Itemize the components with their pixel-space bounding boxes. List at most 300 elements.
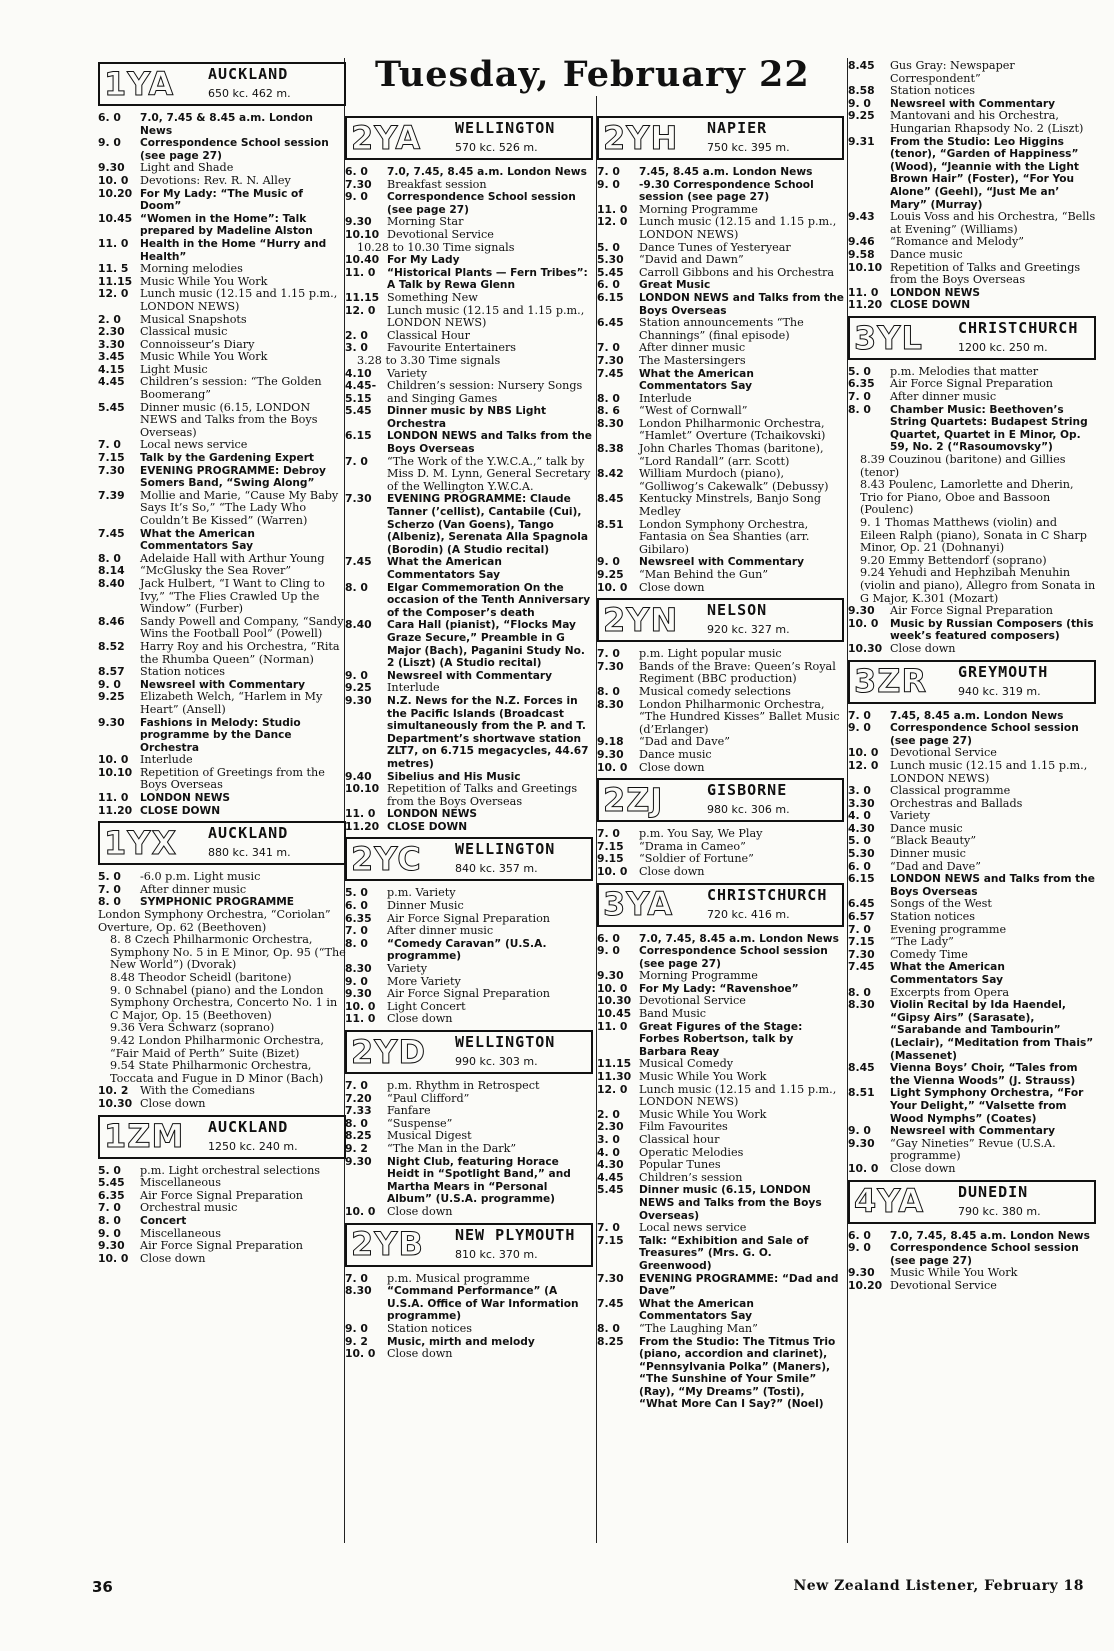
entry-time: 8.30 xyxy=(345,962,372,976)
programme-entry xyxy=(345,1336,593,1349)
entry-time: 10.40 xyxy=(345,253,380,267)
station-section xyxy=(848,316,1096,656)
entry-time: 5.45 xyxy=(597,1183,624,1197)
programme-entry xyxy=(345,242,593,255)
entry-time: 12. 0 xyxy=(98,287,129,301)
programme-entry xyxy=(98,213,346,238)
entry-time: 9.30 xyxy=(345,987,372,1001)
entry-time: 5. 0 xyxy=(98,1163,121,1177)
entry-time: 6.45 xyxy=(848,897,875,911)
entry-time: 7. 0 xyxy=(597,1221,620,1235)
entry-time: 11. 0 xyxy=(345,265,376,279)
entry-text: Correspondence School session (see page 27) xyxy=(639,945,828,970)
entry-text: Classical programme xyxy=(890,784,1011,798)
programme-entry xyxy=(98,1202,346,1215)
station-city: NAPIER xyxy=(707,119,768,137)
entry-time: 9.30 xyxy=(98,715,125,729)
entry-time: 8. 0 xyxy=(848,985,871,999)
station-callsign: 2YD xyxy=(351,1032,426,1071)
entry-text: Devotions: Rev. R. N. Alley xyxy=(140,173,291,187)
entry-time: 9.30 xyxy=(848,604,875,618)
programme-entry xyxy=(98,402,346,440)
entry-text: Close down xyxy=(890,1161,956,1175)
programme-entry xyxy=(848,618,1096,643)
entry-text: Great Music xyxy=(639,279,711,292)
programme-entry xyxy=(848,873,1096,898)
entry-time: 9.30 xyxy=(597,747,624,761)
entry-time: 7.30 xyxy=(345,177,372,191)
entry-time: 3. 0 xyxy=(597,1133,620,1146)
entry-text: “Command Performance” (A U.S.A. Office of War Information programme) xyxy=(387,1285,579,1323)
entry-text: Orchestras and Ballads xyxy=(890,796,1023,810)
entry-text: LONDON NEWS and Talks from the Boys Overseas xyxy=(387,430,592,456)
programme-entry xyxy=(597,1121,844,1134)
programme-entry xyxy=(345,191,593,216)
station-header xyxy=(345,116,593,160)
entry-text: Music While You Work xyxy=(890,1266,1018,1280)
entry-time: 4.45 xyxy=(98,375,125,389)
entry-time: 10. 0 xyxy=(597,981,628,995)
entry-text: “Dad and Dave” xyxy=(890,859,981,873)
programme-entry xyxy=(98,871,346,884)
programme-entry xyxy=(597,1184,844,1222)
entry-text: “Man Behind the Gun” xyxy=(639,568,769,581)
entry-text: 8.43 Poulenc, Lamorlette and Dherin, Trio for Piano, Oboe and Bassoon (Poulenc) xyxy=(860,478,1074,517)
entry-time: 8. 0 xyxy=(98,895,121,909)
entry-text: “Paul Clifford” xyxy=(387,1091,470,1105)
entry-time: 10. 0 xyxy=(345,1347,376,1361)
entry-text: Variety xyxy=(387,962,428,976)
entry-time: 11. 0 xyxy=(98,791,129,805)
entry-time: 10. 0 xyxy=(98,1251,129,1265)
entry-time: 7.45 xyxy=(597,366,624,380)
station-header xyxy=(597,883,844,927)
entry-text: Local news service xyxy=(140,438,248,452)
entry-text: Concert xyxy=(140,1214,187,1227)
programme-entry xyxy=(848,1280,1096,1293)
programme-entry xyxy=(597,519,844,557)
station-callsign: 1YX xyxy=(104,823,178,862)
programme-entry xyxy=(98,767,346,792)
entry-text: Dinner Music xyxy=(387,899,464,913)
entry-time: 3.45 xyxy=(98,350,125,364)
station-header xyxy=(597,598,844,642)
entry-text: Violin Recital by Ida Haendel, “Gipsy Airs” (Sarasate), “Sarabande and Tambourin” (Leclair), “Meditation from Thais” (Massenet) xyxy=(890,999,1094,1062)
entry-text: What the American Commentators Say xyxy=(890,961,1005,986)
entry-text: “Drama in Cameo” xyxy=(639,839,746,853)
station-header xyxy=(98,821,346,865)
programme-entry xyxy=(848,722,1096,747)
entry-text: More Variety xyxy=(387,974,461,988)
entry-text: Repetition of Talks and Greetings from the Boys Overseas xyxy=(387,782,578,808)
entry-text: Correspondence School session (see page 27) xyxy=(387,191,576,216)
entry-time: 7. 0 xyxy=(848,390,871,404)
entry-text: London Symphony Orchestra, Fantasia on Sea Shanties (arr. Gibilaro) xyxy=(639,517,810,556)
entry-text: Sandy Powell and Company, “Sandy Wins the Football Pool” (Powell) xyxy=(140,614,344,641)
programme-entry xyxy=(98,1165,346,1178)
programme-entry xyxy=(848,236,1096,249)
station-city: CHRISTCHURCH xyxy=(707,885,828,904)
entry-text: 9. 1 Thomas Matthews (violin) and Eileen Ralph (piano), Sonata in C Sharp Minor, Op. 21 (Dohnanyi) xyxy=(860,516,1087,555)
programme-entry xyxy=(597,292,844,317)
entry-time: 9. 0 xyxy=(597,177,620,191)
programme-entry xyxy=(848,110,1096,135)
entry-time: 10. 0 xyxy=(98,753,129,767)
programme-entry xyxy=(597,1134,844,1147)
entry-text: Classical music xyxy=(140,325,228,339)
programme-entry xyxy=(848,1230,1096,1243)
entry-text: Dinner music (6.15, LONDON NEWS and Talks from the Boys Overseas) xyxy=(639,1184,822,1222)
station-frequency: 810 kc. 370 m. xyxy=(455,1247,538,1261)
programme-entry xyxy=(848,287,1096,300)
entry-time: 9. 2 xyxy=(345,1334,368,1348)
entry-time: 11. 0 xyxy=(597,1019,628,1033)
programme-entry xyxy=(848,785,1096,798)
programme-entry xyxy=(345,1285,593,1323)
entry-time: 8.45 xyxy=(848,59,875,72)
programme-entry xyxy=(98,641,346,666)
programme-entry xyxy=(98,452,346,465)
station-section xyxy=(98,821,346,1110)
entry-time: 7. 0 xyxy=(345,1079,368,1092)
entry-text: 7.0, 7.45, 8.45 a.m. London News xyxy=(639,932,839,945)
entry-text: Musical Snapshots xyxy=(140,312,247,326)
entry-text: 3.28 to 3.30 Time signals xyxy=(357,353,501,367)
programme-entry xyxy=(98,1240,346,1253)
entry-time: 6. 0 xyxy=(848,1228,871,1242)
programme-entry xyxy=(848,249,1096,262)
entry-time: 8. 0 xyxy=(98,1213,121,1227)
entry-time: 8.42 xyxy=(597,467,624,481)
entry-text: “Suspense” xyxy=(387,1116,453,1130)
programme-entry xyxy=(597,317,844,342)
programme-entry xyxy=(345,619,593,669)
entry-time: 9. 0 xyxy=(98,677,121,691)
entry-time: 9. 0 xyxy=(98,136,121,150)
entry-text: Morning Star xyxy=(387,215,464,229)
entry-time: 7.45 xyxy=(345,555,372,569)
entry-text: LONDON NEWS xyxy=(890,286,981,299)
entry-text: Music While You Work xyxy=(639,1070,767,1084)
entry-time: 11.20 xyxy=(98,803,133,817)
station-frequency: 750 kc. 395 m. xyxy=(707,141,790,154)
programme-entry xyxy=(345,1105,593,1118)
entry-text: 8.39 Couzinou (baritone) and Gillies (tenor) xyxy=(860,453,1066,479)
station-header xyxy=(848,660,1096,704)
entry-text: LONDON NEWS xyxy=(140,792,231,805)
station-city: GISBORNE xyxy=(707,781,788,800)
entry-time: 9.30 xyxy=(345,215,372,229)
entry-text: William Murdoch (piano), “Golliwog’s Cakewalk” (Debussy) xyxy=(639,467,829,493)
entry-time: 12. 0 xyxy=(597,1082,628,1096)
entry-time: 7.33 xyxy=(345,1104,372,1118)
entry-text: Lunch music (12.15 and 1.15 p.m., LONDON NEWS) xyxy=(140,287,338,313)
entry-time: 5. 0 xyxy=(345,886,368,900)
entry-time: 6.15 xyxy=(848,872,875,886)
entry-text: 9. 0 Schnabel (piano) and the London Symphony Orchestra, Concerto No. 1 in C Major, Op. 15 (Beethoven) xyxy=(110,983,338,1022)
programme-entry xyxy=(98,528,346,553)
programme-entry xyxy=(848,760,1096,785)
entry-time: 9.58 xyxy=(848,247,875,261)
programme-entry xyxy=(597,1084,844,1109)
entry-text: Dance music xyxy=(639,747,712,761)
entry-time: 9. 0 xyxy=(597,555,620,569)
entry-text: p.m. Melodies that matter xyxy=(890,364,1039,378)
entry-time: 8. 0 xyxy=(597,684,620,698)
entry-text: Correspondence School session (see page 27) xyxy=(890,722,1079,747)
station-section xyxy=(848,60,1096,312)
column-4 xyxy=(848,60,1096,1292)
entry-time: 9.43 xyxy=(848,210,875,224)
entry-text: Breakfast session xyxy=(387,177,487,191)
entry-text: Light Symphony Orchestra, “For Your Delight,” “Valsette from Wood Nymphs” (Coates) xyxy=(890,1087,1084,1125)
entry-time: 9.30 xyxy=(98,161,125,175)
entry-time: 9.25 xyxy=(597,568,624,581)
entry-text: “McGlusky the Sea Rover” xyxy=(140,564,292,578)
column-2 xyxy=(345,112,593,1361)
entry-text: Variety xyxy=(387,366,428,380)
entry-time: 6.15 xyxy=(597,290,624,304)
programme-entry xyxy=(848,810,1096,823)
entry-text: Bands of the Brave: Queen’s Royal Regiment (BBC production) xyxy=(639,659,836,686)
programme-entry xyxy=(848,1138,1096,1163)
programme-entry xyxy=(98,137,346,162)
entry-text: Station notices xyxy=(387,1321,473,1335)
entry-text: Music by Russian Composers (this week’s featured composers) xyxy=(890,617,1094,643)
entry-text: Morning Programme xyxy=(639,202,758,216)
entry-text: After dinner music xyxy=(140,882,247,896)
entry-time: 8.25 xyxy=(597,1334,624,1348)
entry-text: Classical Hour xyxy=(387,328,470,342)
entry-time: 8. 0 xyxy=(597,391,620,405)
entry-text: Kentucky Minstrels, Banjo Song Medley xyxy=(639,492,822,519)
programme-entry xyxy=(98,884,346,897)
entry-time: 10.10 xyxy=(98,765,133,779)
programme-entry xyxy=(345,493,593,556)
station-frequency: 940 kc. 319 m. xyxy=(958,684,1041,698)
programme-entry xyxy=(597,179,844,204)
entry-text: Newsreel with Commentary xyxy=(890,1125,1055,1138)
programme-entry xyxy=(345,938,593,963)
entry-text: LONDON NEWS and Talks from the Boys Overseas xyxy=(890,873,1095,898)
programme-entry xyxy=(98,1085,346,1098)
station-city: NELSON xyxy=(707,601,768,620)
entry-time: 3.30 xyxy=(98,337,125,351)
entry-text: “Comedy Caravan” (U.S.A. programme) xyxy=(387,937,547,963)
programme-entry xyxy=(848,211,1096,236)
entry-text: “Gay Nineties” Revue (U.S.A. programme) xyxy=(890,1136,1056,1163)
entry-time: 6. 0 xyxy=(345,165,368,178)
programme-entry xyxy=(98,666,346,679)
programme-entry xyxy=(597,267,844,280)
entry-text: Close down xyxy=(890,641,956,655)
entry-text: Health in the Home “Hurry and Health” xyxy=(140,237,327,263)
entry-time: 7.15 xyxy=(597,839,624,853)
station-frequency: 650 kc. 462 m. xyxy=(208,87,291,100)
entry-text: Light and Shade xyxy=(140,161,234,175)
station-city: GREYMOUTH xyxy=(958,662,1049,681)
entry-text: Mollie and Marie, “Cause My Baby Says It’s So,” “The Lady Who Couldn’t Be Kissed” (Warren) xyxy=(140,488,339,527)
entry-time: 10. 0 xyxy=(597,580,628,594)
programme-entry xyxy=(98,972,346,985)
programme-entry xyxy=(848,1062,1096,1087)
entry-time: 11.20 xyxy=(345,819,380,833)
entry-time: 7. 0 xyxy=(597,165,620,178)
entry-text: Variety xyxy=(890,809,931,823)
entry-time: 10.45 xyxy=(98,211,133,225)
entry-text: N.Z. News for the N.Z. Forces in the Pacific Islands (Broadcast simultaneously from the P. and T. Department’s shortwave station ZLT7, on 6.715 megacycles, 44.67 metres) xyxy=(387,694,589,770)
entry-text: Air Force Signal Preparation xyxy=(890,377,1054,391)
entry-text: Close down xyxy=(387,1347,453,1361)
entry-time: 5. 0 xyxy=(848,834,871,848)
entry-text: Children’s session: “The Golden Boomerang” xyxy=(140,375,322,402)
column-1 xyxy=(98,58,346,1265)
entry-time: 10.20 xyxy=(848,1278,883,1292)
station-frequency: 720 kc. 416 m. xyxy=(707,907,790,921)
entry-time: 6.45 xyxy=(597,316,624,330)
entry-text: Close down xyxy=(639,760,705,774)
programme-entry xyxy=(98,792,346,805)
entry-text: p.m. You Say, We Play xyxy=(639,827,763,841)
entry-text: Light Music xyxy=(140,362,208,376)
entry-text: Music, mirth and melody xyxy=(387,1335,535,1348)
entry-text: LONDON NEWS and Talks from the Boys Overseas xyxy=(639,291,844,317)
entry-text: EVENING PROGRAMME: “Dad and Dave” xyxy=(639,1272,839,1298)
station-section xyxy=(597,598,844,774)
programme-entry xyxy=(597,368,844,393)
programme-entry xyxy=(345,1323,593,1336)
entry-time: 5. 0 xyxy=(597,240,620,254)
programme-entry xyxy=(98,1035,346,1060)
entry-text: Devotional Service xyxy=(890,746,997,760)
station-city: AUCKLAND xyxy=(208,65,289,83)
entry-text: 9.36 Vera Schwarz (soprano) xyxy=(110,1021,275,1035)
entry-text: Fanfare xyxy=(387,1104,431,1118)
station-header xyxy=(597,116,844,160)
entry-time: 6.15 xyxy=(345,429,372,443)
entry-text: p.m. Rhythm in Retrospect xyxy=(387,1079,540,1092)
entry-time: 10. 0 xyxy=(848,616,879,630)
entry-text: Close down xyxy=(639,580,705,594)
entry-text: Dance Tunes of Yesteryear xyxy=(639,240,791,254)
entry-text: Music While You Work xyxy=(140,274,268,288)
entry-time: 5.30 xyxy=(597,253,624,267)
entry-text: What the American Commentators Say xyxy=(639,367,754,393)
entry-time: 4. 0 xyxy=(597,1145,620,1159)
programme-entry xyxy=(345,582,593,620)
programme-entry xyxy=(98,1098,346,1111)
entry-time: 10.30 xyxy=(848,641,883,655)
entry-time: 9.30 xyxy=(345,693,372,707)
programme-entry xyxy=(345,405,593,430)
programme-entry xyxy=(597,1273,844,1298)
entry-time: 8.40 xyxy=(345,618,372,632)
station-frequency: 880 kc. 341 m. xyxy=(208,846,291,860)
entry-time: 4. 0 xyxy=(848,809,871,823)
entry-time: 8. 0 xyxy=(345,580,368,594)
programme-entry xyxy=(345,1206,593,1219)
programme-entry xyxy=(597,970,844,983)
entry-text: Louis Voss and his Orchestra, “Bells at Evening” (Williams) xyxy=(890,210,1096,236)
entry-text: Jack Hulbert, “I Want to Cling to Ivy,” “The Flies Crawled Up the Window” (Furber) xyxy=(140,576,325,616)
station-frequency: 790 kc. 380 m. xyxy=(958,1204,1041,1218)
programme-entry xyxy=(345,355,593,368)
programme-entry xyxy=(597,443,844,468)
programme-entry xyxy=(848,404,1096,454)
entry-time: 8.45 xyxy=(597,492,624,506)
entry-text: Connoisseur’s Diary xyxy=(140,337,255,351)
programme-entry xyxy=(345,695,593,771)
programme-entry xyxy=(98,1253,346,1266)
programme-entry xyxy=(98,934,346,972)
entry-time: 8. 0 xyxy=(345,936,368,950)
entry-time: 4.45-5.15 xyxy=(345,379,377,405)
entry-time: 2.30 xyxy=(98,325,125,339)
programme-entry xyxy=(597,762,844,775)
entry-time: 6. 0 xyxy=(345,899,368,913)
entry-text: Favourite Entertainers xyxy=(387,341,517,355)
programme-entry xyxy=(848,85,1096,98)
programme-entry xyxy=(597,699,844,737)
entry-time: 9.30 xyxy=(597,969,624,983)
entry-text: Newsreel with Commentary xyxy=(140,678,305,691)
entry-time: 5.45 xyxy=(345,404,372,418)
programme-entry xyxy=(345,229,593,242)
programme-entry xyxy=(597,1172,844,1185)
programme-entry xyxy=(345,783,593,808)
entry-text: Air Force Signal Preparation xyxy=(140,1188,304,1202)
station-frequency: 840 kc. 357 m. xyxy=(455,862,538,876)
entry-text: Cara Hall (pianist), “Flocks May Graze Secure,” Preamble in G Major (Bach), Paganini Study No. 2 (Liszt) (A Studio recital) xyxy=(387,619,585,670)
programme-entry xyxy=(597,418,844,443)
entry-text: London Philharmonic Orchestra, “The Hundred Kisses” Ballet Music (d’Erlanger) xyxy=(639,697,840,736)
entry-time: 12. 0 xyxy=(597,215,628,229)
programme-entry xyxy=(597,1021,844,1059)
entry-text: Music While You Work xyxy=(140,350,268,364)
entry-text: LONDON NEWS xyxy=(387,808,478,821)
entry-text: Correspondence School session (see page 27) xyxy=(890,1242,1079,1267)
entry-time: 6.57 xyxy=(848,910,875,924)
station-callsign: 1ZM xyxy=(104,1117,185,1156)
entry-time: 10. 0 xyxy=(848,1161,879,1175)
station-callsign: 3YL xyxy=(854,318,923,357)
entry-time: 9.25 xyxy=(345,681,372,695)
entry-time: 11. 0 xyxy=(345,1012,376,1026)
entry-text: From the Studio: The Titmus Trio (piano, accordion and clarinet), “Pennsylvania Polka” (Maners), “The Sunshine of Your Smile” (Ray), “My Dreams” (Tosti), “What More Can I Say?” (Noel) xyxy=(639,1335,836,1411)
station-frequency: 1250 kc. 240 m. xyxy=(208,1139,298,1153)
entry-text: From the Studio: Leo Higgins (tenor), “Garden of Happiness” (Wood), “Jeannie with the Light Brown Hair” (Foster), “For You Alone” (Geehl), “Just Me an’ Mary” (Murray) xyxy=(890,135,1079,211)
entry-time: 6.35 xyxy=(345,911,372,925)
entry-text: Popular Tunes xyxy=(639,1158,721,1172)
station-callsign: 3ZR xyxy=(854,662,928,701)
entry-time: 8.46 xyxy=(98,614,125,628)
entry-time: 10. 0 xyxy=(98,173,129,187)
footer-publication: New Zealand Listener, February 18 xyxy=(793,1578,1084,1594)
entry-time: 4.15 xyxy=(98,362,125,376)
programme-entry xyxy=(597,405,844,418)
entry-text: Close down xyxy=(140,1096,206,1110)
station-header xyxy=(848,1180,1096,1224)
column-3 xyxy=(597,112,844,1411)
entry-time: 4.10 xyxy=(345,366,372,380)
entry-text: Interlude xyxy=(387,681,440,695)
programme-entry xyxy=(848,454,1096,479)
entry-time: 5.45 xyxy=(98,400,125,414)
entry-text: Air Force Signal Preparation xyxy=(890,604,1054,618)
entry-time: 11. 0 xyxy=(345,807,376,821)
station-header xyxy=(345,1030,593,1074)
entry-time: 9. 0 xyxy=(345,974,368,988)
